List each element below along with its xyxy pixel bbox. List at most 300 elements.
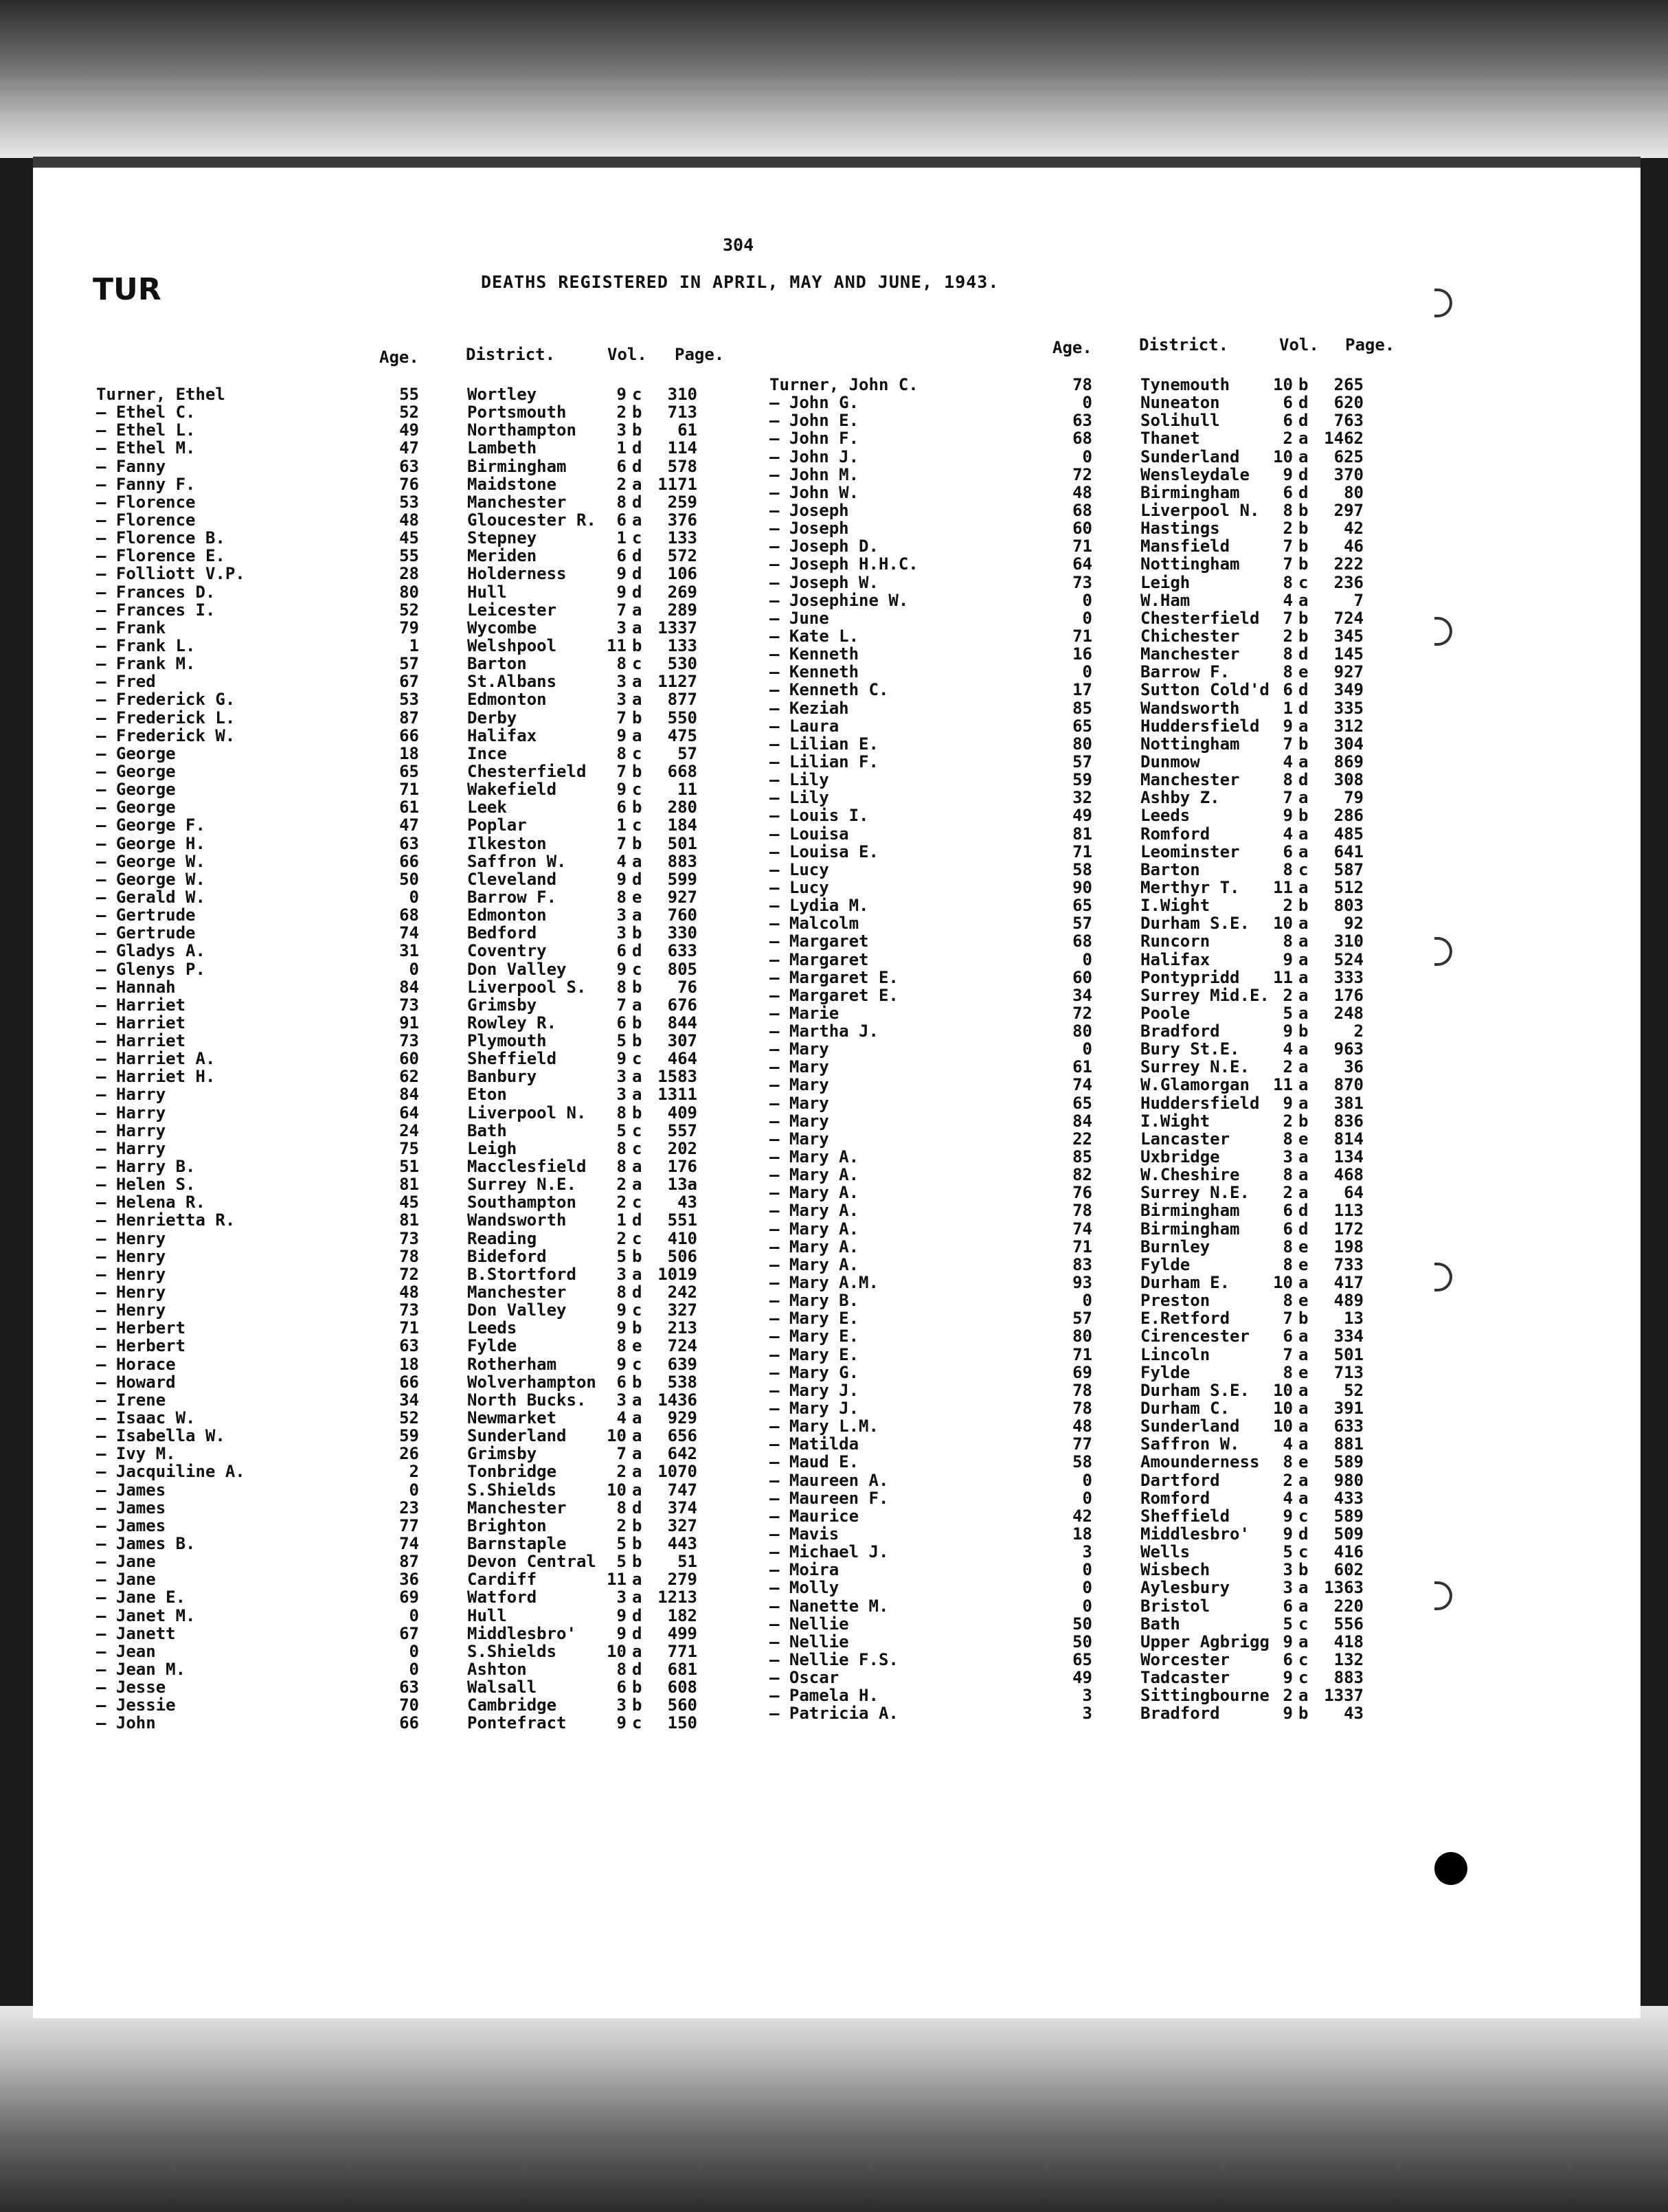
entry-district: Macclesfield [467,1157,587,1177]
entry-volume: 9 [616,725,627,745]
entry-volume-letter: b [632,798,642,817]
entry-volume: 2 [616,1193,627,1212]
entry-volume-letter: b [632,635,642,655]
entry-name: — Irene [96,1390,166,1410]
entry-name: — George H. [96,833,205,853]
entry-age: 45 [399,528,419,548]
entry-volume: 7 [1283,537,1293,556]
entry-volume-letter: a [632,672,642,692]
register-entry [96,403,728,420]
entry-district: Aylesbury [1140,1578,1230,1598]
page-title: DEATHS REGISTERED IN APRIL, MAY AND JUNE, 1943. [481,272,1000,292]
entry-district: Ince [467,743,507,763]
entry-page: 530 [667,654,697,674]
entry-volume: 6 [1283,1219,1293,1239]
entry-name: — Mary L.M. [769,1417,879,1436]
entry-volume-letter: c [1298,1614,1309,1634]
entry-page: 202 [667,1138,697,1158]
entry-district: Surrey N.E. [1140,1057,1250,1077]
entry-volume: 2 [1283,896,1293,916]
entry-volume-letter: c [1298,1542,1309,1562]
register-entry [769,519,1415,537]
entry-district: Liverpool N. [1140,500,1260,520]
entry-volume-letter: a [632,1570,642,1590]
entry-volume: 9 [616,1049,627,1069]
entry-name: — Mary A. [769,1219,859,1239]
entry-volume-letter: a [1298,1003,1309,1023]
entry-district: Halifax [467,725,537,745]
entry-district: Uxbridge [1140,1147,1220,1167]
entry-district: Bristol [1140,1596,1210,1616]
entry-page: 501 [667,833,697,853]
entry-page: 132 [1333,1649,1364,1669]
entry-district: Birmingham [1140,482,1240,502]
entry-volume-letter: b [632,1695,642,1715]
entry-district: Leigh [467,1138,517,1158]
entry-name: — Jean [96,1641,156,1661]
register-entry [769,1506,1415,1524]
entry-page: 391 [1333,1399,1364,1419]
entry-volume-letter: d [632,941,642,961]
register-entry [96,1534,728,1552]
entry-district: Durham C. [1140,1399,1230,1419]
entry-volume-letter: d [632,1283,642,1302]
entry-district: Fylde [1140,1362,1191,1382]
entry-name: — Louisa E. [769,842,879,861]
entry-page: 877 [667,690,697,710]
register-entry [96,762,728,780]
entry-age: 0 [409,1641,419,1661]
entry-volume: 8 [1283,1254,1293,1274]
entry-district: Newmarket [467,1408,557,1428]
entry-district: Manchester [467,1283,567,1302]
entry-volume: 2 [1283,519,1293,539]
entry-age: 75 [399,1138,419,1158]
entry-age: 0 [1082,1596,1092,1616]
entry-district: Chesterfield [1140,608,1260,628]
register-entry [769,1542,1415,1560]
register-entry [769,411,1415,429]
entry-age: 52 [399,600,419,620]
entry-age: 73 [399,1228,419,1248]
entry-volume: 9 [1283,1524,1293,1544]
register-entry [96,1265,728,1283]
entry-page: 2 [1353,1022,1364,1041]
entry-name: — Margaret [769,949,869,969]
entry-volume-letter: a [1298,1632,1309,1651]
entry-district: Holderness [467,564,567,584]
entry-age: 84 [399,1085,419,1105]
entry-volume: 9 [616,564,627,584]
register-entry [769,1452,1415,1470]
entry-volume: 1 [616,438,627,458]
entry-volume-letter: b [1298,1560,1309,1580]
register-entry [96,1049,728,1067]
entry-district: Nuneaton [1140,393,1220,413]
entry-volume-letter: c [1298,572,1309,592]
entry-district: Wortley [467,385,537,404]
entry-name: — John W. [769,482,859,502]
entry-name: — Jesse [96,1678,166,1697]
entry-volume: 6 [1283,411,1293,431]
entry-page: 92 [1344,914,1364,934]
entry-volume: 2 [616,474,627,494]
entry-volume-letter: b [632,1013,642,1032]
entry-volume: 9 [616,1605,627,1625]
register-entry [769,447,1415,465]
entry-page: 1337 [657,618,697,637]
entry-district: S.Shields [467,1641,557,1661]
register-entry [96,1426,728,1444]
entry-age: 73 [399,995,419,1015]
entry-age: 49 [1072,1668,1092,1688]
register-entry [769,1111,1415,1129]
entry-age: 0 [1082,393,1092,413]
entry-volume-letter: d [632,1210,642,1230]
entry-name: — Jane E. [96,1588,186,1607]
register-entry [769,932,1415,949]
entry-volume-letter: c [632,780,642,800]
entry-name: — Nellie [769,1614,849,1634]
entry-district: Tadcaster [1140,1668,1230,1688]
entry-page: 602 [1333,1560,1364,1580]
entry-name: — John M. [769,464,859,484]
entry-name: — Harriet A. [96,1049,216,1069]
entry-page: 641 [1333,842,1364,861]
entry-age: 70 [399,1695,419,1715]
entry-name: — Frances I. [96,600,216,620]
entry-volume-letter: d [1298,482,1309,502]
entry-page: 334 [1333,1327,1364,1346]
entry-volume: 8 [616,887,627,907]
entry-district: Tonbridge [467,1462,557,1482]
entry-age: 57 [1072,752,1092,771]
register-entry [96,690,728,708]
entry-volume: 7 [616,1444,627,1464]
entry-age: 66 [399,851,419,871]
entry-name: — Maureen F. [769,1488,889,1508]
entry-age: 42 [1072,1506,1092,1526]
entry-district: Saffron W. [1140,1434,1240,1454]
entry-age: 48 [399,510,419,530]
entry-age: 57 [1072,914,1092,934]
entry-district: Bath [467,1120,507,1140]
register-entry [769,824,1415,842]
entry-page: 52 [1344,1380,1364,1400]
entry-age: 0 [1082,1470,1092,1490]
entry-district: Durham S.E. [1140,1380,1250,1400]
entry-district: Leicester [467,600,557,620]
entry-volume: 1 [1283,698,1293,718]
entry-name: — James [96,1498,166,1517]
register-entry [769,591,1415,609]
entry-name: — Mary J. [769,1380,859,1400]
entry-volume-letter: a [632,905,642,925]
entry-volume: 8 [1283,932,1293,951]
entry-volume: 8 [616,1157,627,1177]
entry-volume-letter: b [632,923,642,943]
entry-district: Poplar [467,815,527,835]
register-entry [769,896,1415,914]
entry-name: — Mary A. [769,1201,859,1221]
register-entry [96,852,728,870]
entry-volume-letter: a [1298,1039,1309,1059]
entry-name: — Joseph W. [769,572,879,592]
register-entry [769,1165,1415,1183]
entry-district: Manchester [467,1498,567,1517]
entry-volume-letter: b [632,708,642,727]
entry-volume: 10 [1273,375,1293,394]
entry-volume: 11 [1273,877,1293,897]
register-entry [769,573,1415,591]
entry-name: — Martha J. [769,1022,879,1041]
entry-page: 572 [667,546,697,566]
entry-volume: 8 [616,743,627,763]
entry-name: — Mary A. [769,1183,859,1203]
entry-name: — John G. [769,393,859,413]
entry-page: 265 [1333,375,1364,394]
entry-name: — Keziah [769,698,849,718]
register-entry [96,978,728,995]
entry-name: — Oscar [769,1668,839,1688]
entry-age: 77 [1072,1434,1092,1454]
entry-page: 114 [667,438,697,458]
entry-name: — James [96,1515,166,1535]
entry-volume: 3 [1283,1560,1293,1580]
entry-district: Wolverhampton [467,1372,596,1392]
entry-district: Don Valley [467,1300,567,1320]
entry-age: 16 [1072,644,1092,664]
entry-volume: 7 [1283,734,1293,754]
register-entry [769,1524,1415,1542]
entry-volume: 8 [1283,1291,1293,1311]
entry-name: — Michael J. [769,1542,889,1562]
entry-page: 172 [1333,1219,1364,1239]
register-entry [769,375,1415,393]
entry-volume: 10 [1273,1380,1293,1400]
entry-name: — Frank [96,618,166,637]
entry-district: Eton [467,1085,507,1105]
entry-district: Manchester [1140,770,1240,790]
entry-name: — Janet M. [96,1605,196,1625]
entry-district: Don Valley [467,959,567,979]
register-entry [769,1381,1415,1399]
entry-page: 844 [667,1013,697,1032]
entry-age: 3 [1082,1542,1092,1562]
entry-district: Chichester [1140,626,1240,646]
entry-district: Burnley [1140,1237,1210,1256]
register-entry [769,1291,1415,1309]
register-entry [769,1704,1415,1722]
entry-name: — Isabella W. [96,1426,225,1446]
register-entry [769,1668,1415,1686]
entry-district: Gloucester R. [467,510,596,530]
entry-volume: 10 [1273,447,1293,466]
entry-age: 61 [399,798,419,817]
entry-name: — Pamela H. [769,1686,879,1706]
entry-district: Portsmouth [467,403,567,422]
entry-district: Surrey N.E. [467,1175,576,1195]
entry-volume: 2 [616,1515,627,1535]
entry-age: 64 [399,1103,419,1122]
entry-page: 349 [1333,680,1364,700]
entry-district: Nottingham [1140,554,1240,574]
entry-volume-letter: a [1298,1417,1309,1436]
entry-page: 76 [677,977,697,997]
entry-name: — Mary [769,1111,829,1131]
entry-volume: 9 [616,1300,627,1320]
register-entry [769,1004,1415,1022]
register-entry [769,393,1415,411]
entry-volume: 8 [616,654,627,674]
entry-age: 0 [409,1659,419,1679]
entry-name: — Lily [769,788,829,808]
register-entry [96,385,728,403]
register-entry [96,1013,728,1031]
entry-page: 220 [1333,1596,1364,1616]
entry-page: 724 [667,1336,697,1356]
entry-volume: 6 [1283,482,1293,502]
right-district-header: District. [1139,335,1229,354]
entry-district: Durham E. [1140,1273,1230,1293]
entry-district: Barton [1140,859,1200,879]
entry-district: Sittingbourne [1140,1686,1270,1706]
entry-volume-letter: a [1298,1488,1309,1508]
entry-volume: 3 [616,672,627,692]
entry-age: 31 [399,941,419,961]
entry-page: 145 [1333,644,1364,664]
entry-volume-letter: a [1298,824,1309,844]
entry-volume-letter: a [1298,1380,1309,1400]
entry-district: Liverpool N. [467,1103,587,1122]
entry-volume: 6 [616,1678,627,1697]
entry-age: 65 [1072,716,1092,736]
entry-volume: 9 [616,1623,627,1643]
entry-district: Lincoln [1140,1344,1210,1364]
entry-volume-letter: e [1298,1237,1309,1256]
entry-volume-letter: a [1298,932,1309,951]
scan-border-bottom [0,2006,1668,2212]
entry-name: — Harry [96,1138,166,1158]
entry-volume: 10 [1273,1417,1293,1436]
register-entry [96,475,728,493]
entry-age: 48 [1072,1417,1092,1436]
entry-name: — Lily [769,770,829,790]
register-entry [96,744,728,762]
entry-district: Sunderland [467,1426,567,1446]
left-district-header: District. [466,345,556,364]
register-entry [769,644,1415,662]
entry-age: 52 [399,403,419,422]
register-entry [769,429,1415,447]
entry-name: — Florence [96,492,196,512]
register-entry [96,1444,728,1462]
entry-volume: 3 [616,618,627,637]
register-entry [96,1606,728,1624]
entry-name: — Ethel M. [96,438,196,458]
entry-volume-letter: d [1298,411,1309,431]
entry-district: Wandsworth [1140,698,1240,718]
entry-district: Rotherham [467,1354,557,1374]
register-entry [769,1489,1415,1506]
entry-district: Lancaster [1140,1129,1230,1149]
register-entry [96,1713,728,1731]
entry-district: Thanet [1140,429,1200,449]
register-entry [96,1318,728,1336]
entry-volume: 8 [1283,859,1293,879]
entry-page: 524 [1333,949,1364,969]
entry-name: — Janett [96,1623,176,1643]
register-entry [96,905,728,923]
entry-age: 67 [399,1623,419,1643]
entry-district: Halifax [1140,949,1210,969]
register-entry [96,528,728,546]
register-entry [96,1373,728,1390]
entry-age: 49 [1072,806,1092,826]
entry-age: 36 [399,1570,419,1590]
entry-volume: 6 [1283,680,1293,700]
entry-name: — Lucy [769,859,829,879]
entry-name: — Joseph [769,500,849,520]
register-entry [769,699,1415,716]
entry-district: Manchester [1140,644,1240,664]
entry-district: Meriden [467,546,537,566]
entry-volume-letter: c [632,528,642,548]
register-entry [96,1031,728,1049]
entry-age: 60 [1072,519,1092,539]
entry-volume: 9 [1283,716,1293,736]
entry-age: 78 [1072,1380,1092,1400]
register-entry [96,636,728,654]
entry-age: 78 [1072,1201,1092,1221]
entry-volume-letter: b [1298,375,1309,394]
entry-name: — Moira [769,1560,839,1580]
entry-page: 489 [1333,1291,1364,1311]
entry-name: — Joseph H.H.C. [769,554,918,574]
entry-page: 410 [667,1228,697,1248]
entry-age: 74 [1072,1075,1092,1095]
entry-page: 883 [667,851,697,871]
entry-age: 74 [399,923,419,943]
entry-district: Tynemouth [1140,375,1230,394]
entry-name: — Gerald W. [96,887,205,907]
entry-page: 724 [1333,608,1364,628]
register-entry [769,483,1415,501]
entry-name: — Ethel L. [96,420,196,440]
register-entry [96,1355,728,1373]
entry-volume: 10 [607,1641,627,1661]
entry-volume-letter: b [632,1552,642,1572]
entry-name: — Mary G. [769,1362,859,1382]
entry-district: I.Wight [1140,896,1210,916]
entry-volume-letter: a [632,851,642,871]
entry-name: — Gladys A. [96,941,205,961]
entry-name: — Lilian E. [769,734,879,754]
entry-district: Hull [467,1605,507,1625]
entry-volume: 2 [616,1175,627,1195]
register-entry [769,609,1415,627]
register-entry [96,708,728,726]
entry-district: Devon Central [467,1552,596,1572]
entry-district: Banbury [467,1067,537,1087]
entry-district: Lambeth [467,438,537,458]
entry-volume-letter: a [632,1175,642,1195]
entry-age: 63 [399,833,419,853]
entry-volume: 8 [616,492,627,512]
entry-volume-letter: e [632,1336,642,1356]
entry-volume: 10 [1273,1273,1293,1293]
entry-volume-letter: b [632,1515,642,1535]
